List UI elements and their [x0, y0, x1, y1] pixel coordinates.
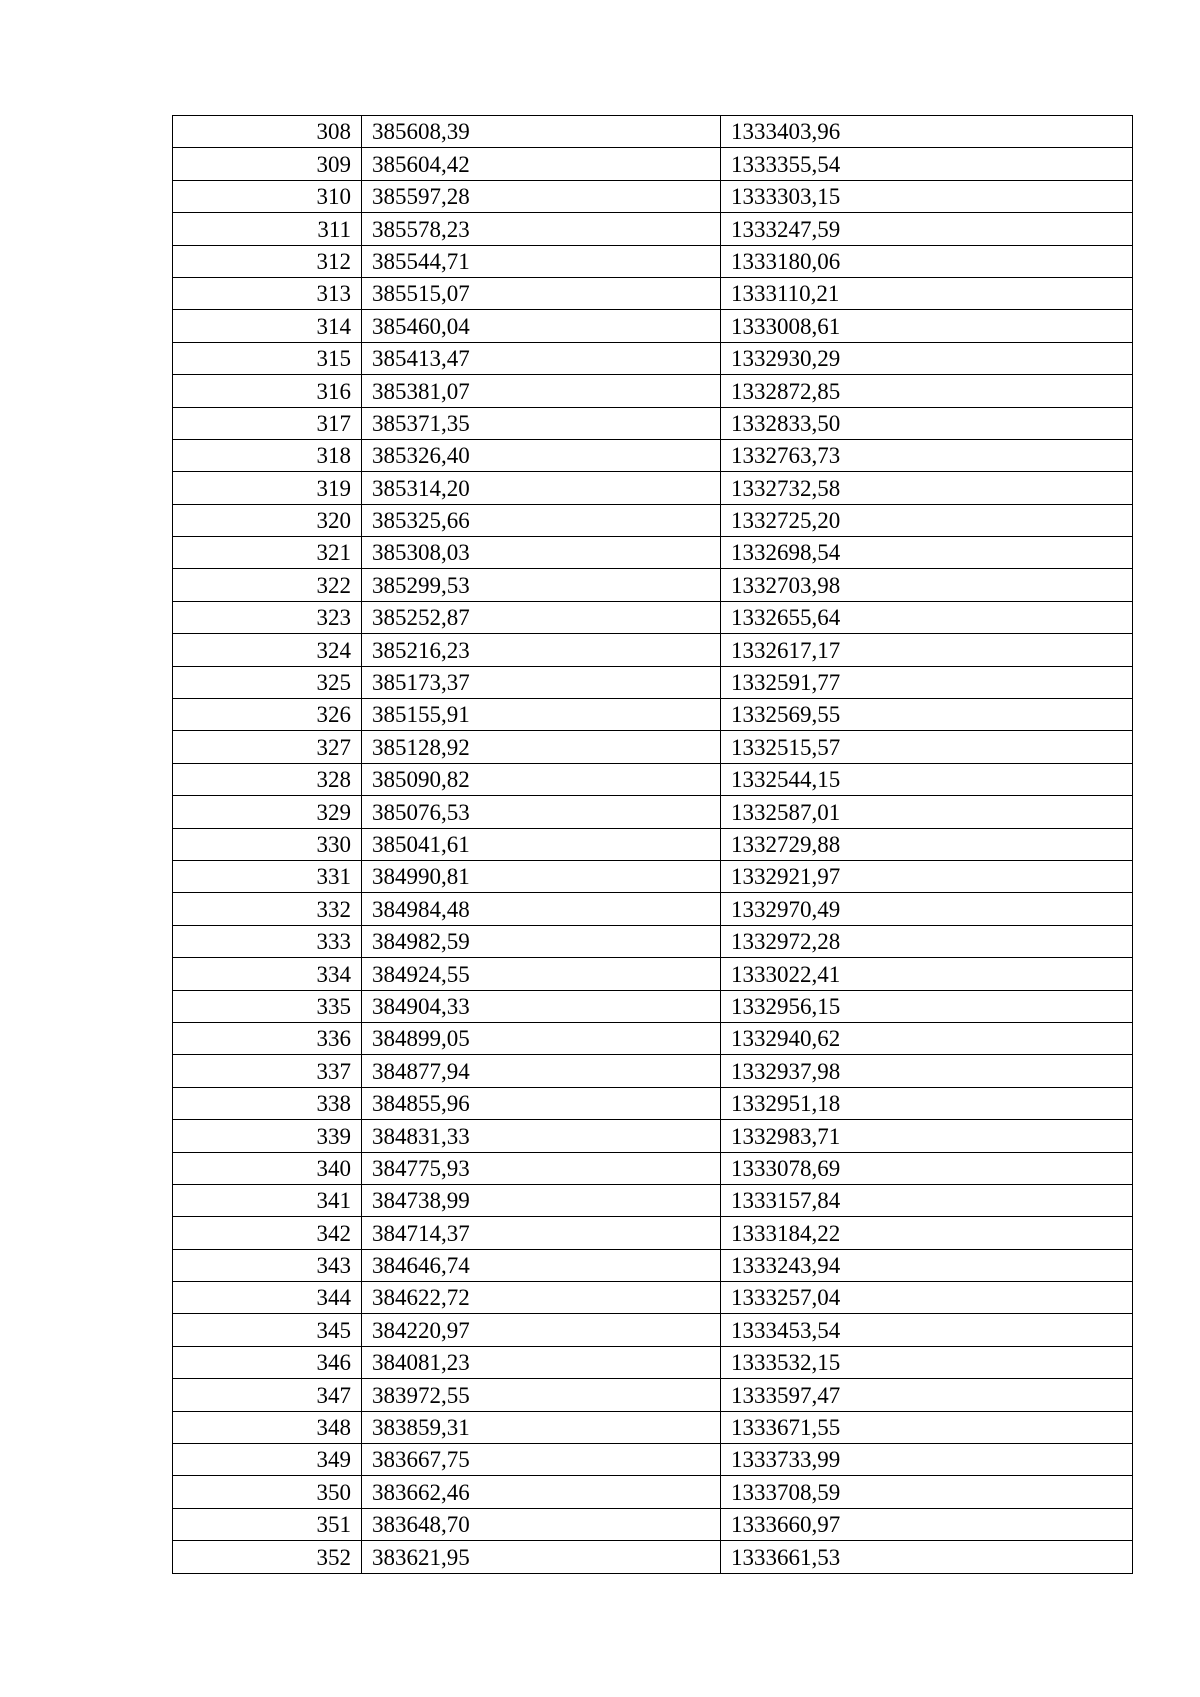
x-coordinate-cell: 384984,48 — [362, 893, 721, 925]
table-row — [173, 148, 1133, 180]
x-coordinate-cell: 385299,53 — [362, 569, 721, 601]
point-number-cell: 346 — [173, 1346, 362, 1378]
table-row — [173, 1541, 1133, 1573]
x-coordinate-cell: 384877,94 — [362, 1055, 721, 1087]
point-number-cell: 332 — [173, 893, 362, 925]
table-row — [173, 1379, 1133, 1411]
point-number-cell: 317 — [173, 407, 362, 439]
table-row — [173, 1152, 1133, 1184]
x-coordinate-cell: 384855,96 — [362, 1087, 721, 1119]
y-coordinate-cell: 1333157,84 — [721, 1184, 1133, 1216]
table-row — [173, 893, 1133, 925]
y-coordinate-cell: 1333733,99 — [721, 1444, 1133, 1476]
table-row — [173, 245, 1133, 277]
x-coordinate-cell: 384081,23 — [362, 1346, 721, 1378]
x-coordinate-cell: 383667,75 — [362, 1444, 721, 1476]
point-number-cell: 348 — [173, 1411, 362, 1443]
table-row — [173, 472, 1133, 504]
table-row — [173, 1087, 1133, 1119]
table-row — [173, 1055, 1133, 1087]
y-coordinate-cell: 1332940,62 — [721, 1022, 1133, 1054]
x-coordinate-cell: 385308,03 — [362, 537, 721, 569]
point-number-cell: 329 — [173, 796, 362, 828]
x-coordinate-cell: 384831,33 — [362, 1120, 721, 1152]
y-coordinate-cell: 1333247,59 — [721, 213, 1133, 245]
x-coordinate-cell: 384646,74 — [362, 1249, 721, 1281]
y-coordinate-cell: 1332732,58 — [721, 472, 1133, 504]
point-number-cell: 318 — [173, 439, 362, 471]
point-number-cell: 344 — [173, 1282, 362, 1314]
y-coordinate-cell: 1333110,21 — [721, 277, 1133, 309]
point-number-cell: 308 — [173, 116, 362, 148]
table-row — [173, 828, 1133, 860]
y-coordinate-cell: 1332587,01 — [721, 796, 1133, 828]
y-coordinate-cell: 1333303,15 — [721, 180, 1133, 212]
x-coordinate-cell: 385371,35 — [362, 407, 721, 439]
point-number-cell: 315 — [173, 342, 362, 374]
table-row — [173, 958, 1133, 990]
table-row — [173, 1476, 1133, 1508]
y-coordinate-cell: 1333180,06 — [721, 245, 1133, 277]
point-number-cell: 311 — [173, 213, 362, 245]
y-coordinate-cell: 1332956,15 — [721, 990, 1133, 1022]
table-row — [173, 1346, 1133, 1378]
x-coordinate-cell: 385604,42 — [362, 148, 721, 180]
y-coordinate-cell: 1333708,59 — [721, 1476, 1133, 1508]
table-row — [173, 1217, 1133, 1249]
table-row — [173, 116, 1133, 148]
y-coordinate-cell: 1332972,28 — [721, 925, 1133, 957]
x-coordinate-cell: 384904,33 — [362, 990, 721, 1022]
x-coordinate-cell: 385252,87 — [362, 601, 721, 633]
x-coordinate-cell: 384990,81 — [362, 860, 721, 892]
point-number-cell: 341 — [173, 1184, 362, 1216]
y-coordinate-cell: 1332569,55 — [721, 699, 1133, 731]
x-coordinate-cell: 385128,92 — [362, 731, 721, 763]
point-number-cell: 322 — [173, 569, 362, 601]
table-row — [173, 1411, 1133, 1443]
x-coordinate-cell: 383662,46 — [362, 1476, 721, 1508]
point-number-cell: 338 — [173, 1087, 362, 1119]
y-coordinate-cell: 1332763,73 — [721, 439, 1133, 471]
table-row — [173, 763, 1133, 795]
x-coordinate-cell: 385515,07 — [362, 277, 721, 309]
y-coordinate-cell: 1333661,53 — [721, 1541, 1133, 1573]
point-number-cell: 342 — [173, 1217, 362, 1249]
y-coordinate-cell: 1332970,49 — [721, 893, 1133, 925]
coordinates-table-body — [173, 116, 1133, 1574]
point-number-cell: 334 — [173, 958, 362, 990]
x-coordinate-cell: 384220,97 — [362, 1314, 721, 1346]
y-coordinate-cell: 1332983,71 — [721, 1120, 1133, 1152]
point-number-cell: 351 — [173, 1508, 362, 1540]
x-coordinate-cell: 385597,28 — [362, 180, 721, 212]
table-row — [173, 310, 1133, 342]
y-coordinate-cell: 1332725,20 — [721, 504, 1133, 536]
y-coordinate-cell: 1333532,15 — [721, 1346, 1133, 1378]
y-coordinate-cell: 1333355,54 — [721, 148, 1133, 180]
x-coordinate-cell: 384982,59 — [362, 925, 721, 957]
table-row — [173, 1282, 1133, 1314]
point-number-cell: 320 — [173, 504, 362, 536]
point-number-cell: 328 — [173, 763, 362, 795]
x-coordinate-cell: 385578,23 — [362, 213, 721, 245]
x-coordinate-cell: 383859,31 — [362, 1411, 721, 1443]
point-number-cell: 325 — [173, 666, 362, 698]
x-coordinate-cell: 383972,55 — [362, 1379, 721, 1411]
y-coordinate-cell: 1332617,17 — [721, 634, 1133, 666]
point-number-cell: 319 — [173, 472, 362, 504]
x-coordinate-cell: 384738,99 — [362, 1184, 721, 1216]
x-coordinate-cell: 385216,23 — [362, 634, 721, 666]
point-number-cell: 335 — [173, 990, 362, 1022]
table-row — [173, 569, 1133, 601]
y-coordinate-cell: 1333184,22 — [721, 1217, 1133, 1249]
y-coordinate-cell: 1333257,04 — [721, 1282, 1133, 1314]
point-number-cell: 345 — [173, 1314, 362, 1346]
y-coordinate-cell: 1332544,15 — [721, 763, 1133, 795]
x-coordinate-cell: 383621,95 — [362, 1541, 721, 1573]
y-coordinate-cell: 1332729,88 — [721, 828, 1133, 860]
y-coordinate-cell: 1333008,61 — [721, 310, 1133, 342]
y-coordinate-cell: 1333597,47 — [721, 1379, 1133, 1411]
y-coordinate-cell: 1333671,55 — [721, 1411, 1133, 1443]
point-number-cell: 347 — [173, 1379, 362, 1411]
y-coordinate-cell: 1332698,54 — [721, 537, 1133, 569]
table-row — [173, 180, 1133, 212]
y-coordinate-cell: 1332921,97 — [721, 860, 1133, 892]
x-coordinate-cell: 384775,93 — [362, 1152, 721, 1184]
x-coordinate-cell: 385076,53 — [362, 796, 721, 828]
y-coordinate-cell: 1333022,41 — [721, 958, 1133, 990]
point-number-cell: 340 — [173, 1152, 362, 1184]
point-number-cell: 326 — [173, 699, 362, 731]
point-number-cell: 339 — [173, 1120, 362, 1152]
table-row — [173, 277, 1133, 309]
table-row — [173, 634, 1133, 666]
y-coordinate-cell: 1332833,50 — [721, 407, 1133, 439]
point-number-cell: 333 — [173, 925, 362, 957]
x-coordinate-cell: 384714,37 — [362, 1217, 721, 1249]
y-coordinate-cell: 1332951,18 — [721, 1087, 1133, 1119]
point-number-cell: 337 — [173, 1055, 362, 1087]
x-coordinate-cell: 385041,61 — [362, 828, 721, 860]
x-coordinate-cell: 385608,39 — [362, 116, 721, 148]
x-coordinate-cell: 384622,72 — [362, 1282, 721, 1314]
y-coordinate-cell: 1333403,96 — [721, 116, 1133, 148]
table-row — [173, 601, 1133, 633]
table-row — [173, 1249, 1133, 1281]
table-row — [173, 537, 1133, 569]
y-coordinate-cell: 1333078,69 — [721, 1152, 1133, 1184]
y-coordinate-cell: 1332703,98 — [721, 569, 1133, 601]
y-coordinate-cell: 1332937,98 — [721, 1055, 1133, 1087]
table-row — [173, 439, 1133, 471]
table-row — [173, 1120, 1133, 1152]
table-row — [173, 666, 1133, 698]
point-number-cell: 313 — [173, 277, 362, 309]
point-number-cell: 350 — [173, 1476, 362, 1508]
table-row — [173, 731, 1133, 763]
x-coordinate-cell: 384899,05 — [362, 1022, 721, 1054]
table-row — [173, 1508, 1133, 1540]
table-row — [173, 504, 1133, 536]
point-number-cell: 321 — [173, 537, 362, 569]
point-number-cell: 343 — [173, 1249, 362, 1281]
table-row — [173, 1444, 1133, 1476]
table-row — [173, 342, 1133, 374]
table-row — [173, 375, 1133, 407]
y-coordinate-cell: 1332655,64 — [721, 601, 1133, 633]
x-coordinate-cell: 385325,66 — [362, 504, 721, 536]
x-coordinate-cell: 385381,07 — [362, 375, 721, 407]
table-row — [173, 860, 1133, 892]
table-row — [173, 1184, 1133, 1216]
table-row — [173, 796, 1133, 828]
point-number-cell: 330 — [173, 828, 362, 860]
x-coordinate-cell: 385544,71 — [362, 245, 721, 277]
coordinates-table — [172, 115, 1133, 1574]
table-row — [173, 407, 1133, 439]
y-coordinate-cell: 1332515,57 — [721, 731, 1133, 763]
x-coordinate-cell: 384924,55 — [362, 958, 721, 990]
x-coordinate-cell: 385155,91 — [362, 699, 721, 731]
y-coordinate-cell: 1333243,94 — [721, 1249, 1133, 1281]
y-coordinate-cell: 1332872,85 — [721, 375, 1133, 407]
table-row — [173, 925, 1133, 957]
table-row — [173, 990, 1133, 1022]
x-coordinate-cell: 383648,70 — [362, 1508, 721, 1540]
point-number-cell: 314 — [173, 310, 362, 342]
point-number-cell: 331 — [173, 860, 362, 892]
point-number-cell: 316 — [173, 375, 362, 407]
table-row — [173, 1314, 1133, 1346]
point-number-cell: 323 — [173, 601, 362, 633]
point-number-cell: 336 — [173, 1022, 362, 1054]
point-number-cell: 310 — [173, 180, 362, 212]
x-coordinate-cell: 385314,20 — [362, 472, 721, 504]
point-number-cell: 312 — [173, 245, 362, 277]
point-number-cell: 327 — [173, 731, 362, 763]
y-coordinate-cell: 1332930,29 — [721, 342, 1133, 374]
x-coordinate-cell: 385090,82 — [362, 763, 721, 795]
y-coordinate-cell: 1333660,97 — [721, 1508, 1133, 1540]
point-number-cell: 309 — [173, 148, 362, 180]
table-row — [173, 1022, 1133, 1054]
point-number-cell: 324 — [173, 634, 362, 666]
x-coordinate-cell: 385173,37 — [362, 666, 721, 698]
y-coordinate-cell: 1332591,77 — [721, 666, 1133, 698]
point-number-cell: 349 — [173, 1444, 362, 1476]
point-number-cell: 352 — [173, 1541, 362, 1573]
y-coordinate-cell: 1333453,54 — [721, 1314, 1133, 1346]
x-coordinate-cell: 385326,40 — [362, 439, 721, 471]
table-row — [173, 699, 1133, 731]
x-coordinate-cell: 385460,04 — [362, 310, 721, 342]
table-row — [173, 213, 1133, 245]
x-coordinate-cell: 385413,47 — [362, 342, 721, 374]
